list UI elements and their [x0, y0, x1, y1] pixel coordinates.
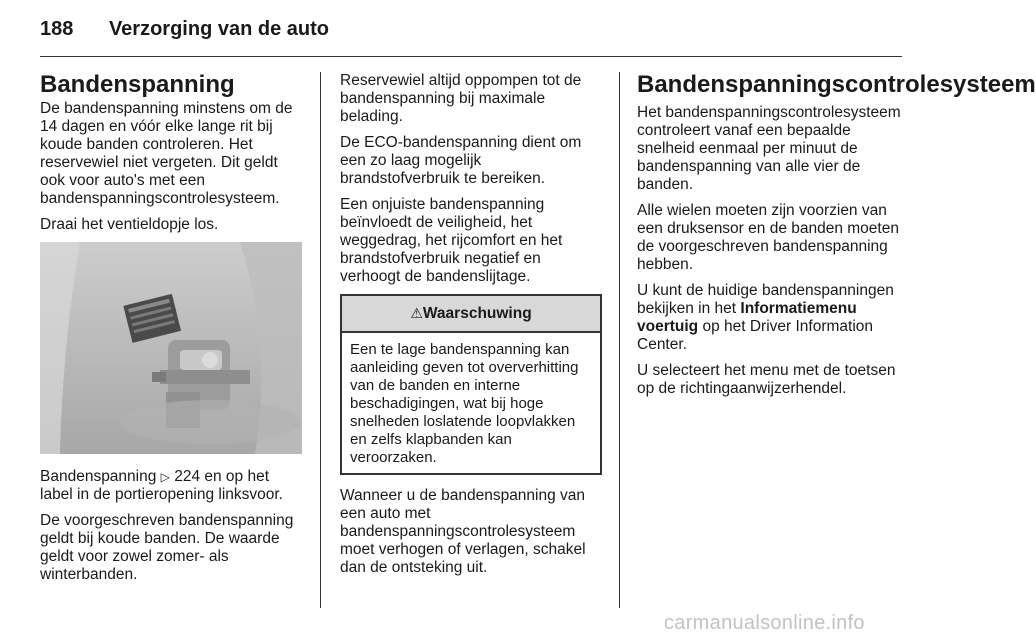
section-heading: Bandenspanningscontrolesysteem	[637, 71, 1036, 98]
warning-text: Een te lage bandenspanning kan aanleiding geven tot oververhitting van de banden en interne beschadigingen, wat bij hoge snelheden loslatende loopvlakken en zelfs klapbanden kan veroorzaken.	[350, 341, 579, 466]
paragraph: Wanneer u de bandenspanning van een auto met bandenspanningscontrolesysteem moet verhogen of verlagen, schakel dan de ontsteking uit.	[340, 487, 586, 576]
paragraph: De bandenspanning minstens om de 14 dagen en vóór elke lange rit bij koude banden controleren. Het reservewiel niet vergeten. Dit geldt ook voor auto's met een bandenspanningscontrolesysteem.	[40, 100, 293, 207]
watermark: carmanualsonline.info	[664, 612, 865, 634]
triangle-arrow-icon: ▷	[160, 470, 170, 484]
column-right	[637, 71, 1036, 406]
paragraph: Het bandenspanningscontrolesysteem controleert vanaf een bepaalde snelheid eenmaal per minuut de bandenspanning van alle vier de banden.	[637, 104, 901, 193]
header-rule	[40, 56, 902, 57]
warning-title: Waarschuwing	[422, 305, 532, 322]
paragraph: Reservewiel altijd oppompen tot de bandenspanning bij maximale belading.	[340, 72, 582, 125]
paragraph: Draai het ventieldopje los.	[40, 216, 219, 233]
paragraph: Alle wielen moeten zijn voorzien van een druksensor en de banden moeten de voorgeschreven bandenspanning hebben.	[637, 202, 899, 273]
page-header	[40, 18, 329, 41]
warning-triangle-icon: ⚠	[410, 305, 423, 321]
page-title: Verzorging van de auto	[108, 18, 329, 40]
paragraph: De ECO-bandenspanning dient om een zo laag mogelijk brandstofverbruik te bereiken.	[340, 134, 582, 187]
paragraph: U selecteert het menu met de toetsen op de richtingaanwijzerhendel.	[637, 362, 896, 397]
warning-box	[340, 294, 602, 475]
warning-header	[342, 296, 600, 333]
column-divider	[320, 72, 321, 608]
paragraph: Een onjuiste bandenspanning beïnvloedt de veiligheid, het weggedrag, het rijcomfort en het brandstofverbruik negatief en verhoogt de bandenslijtage.	[340, 196, 563, 285]
door-frame-illustration	[40, 242, 302, 454]
section-heading: Bandenspanning	[40, 71, 235, 98]
paragraph: De voorgeschreven bandenspanning geldt bij koude banden. De waarde geldt voor zowel zomer- als winterbanden.	[40, 512, 294, 583]
page-number: 188	[40, 18, 74, 40]
column-middle	[340, 72, 602, 585]
column-divider	[619, 72, 620, 608]
door-frame-tire-label-photo	[40, 242, 302, 454]
column-left	[40, 72, 305, 592]
paragraph: U kunt de huidige bandenspanningen bekijken in het Informatiemenu voertuig op het Driver Information Center.	[637, 282, 894, 353]
paragraph: Bandenspanning ▷ 224 en op het label in de portieropening linksvoor.	[40, 468, 283, 503]
menu-name: Informatiemenu voertuig	[637, 300, 857, 335]
